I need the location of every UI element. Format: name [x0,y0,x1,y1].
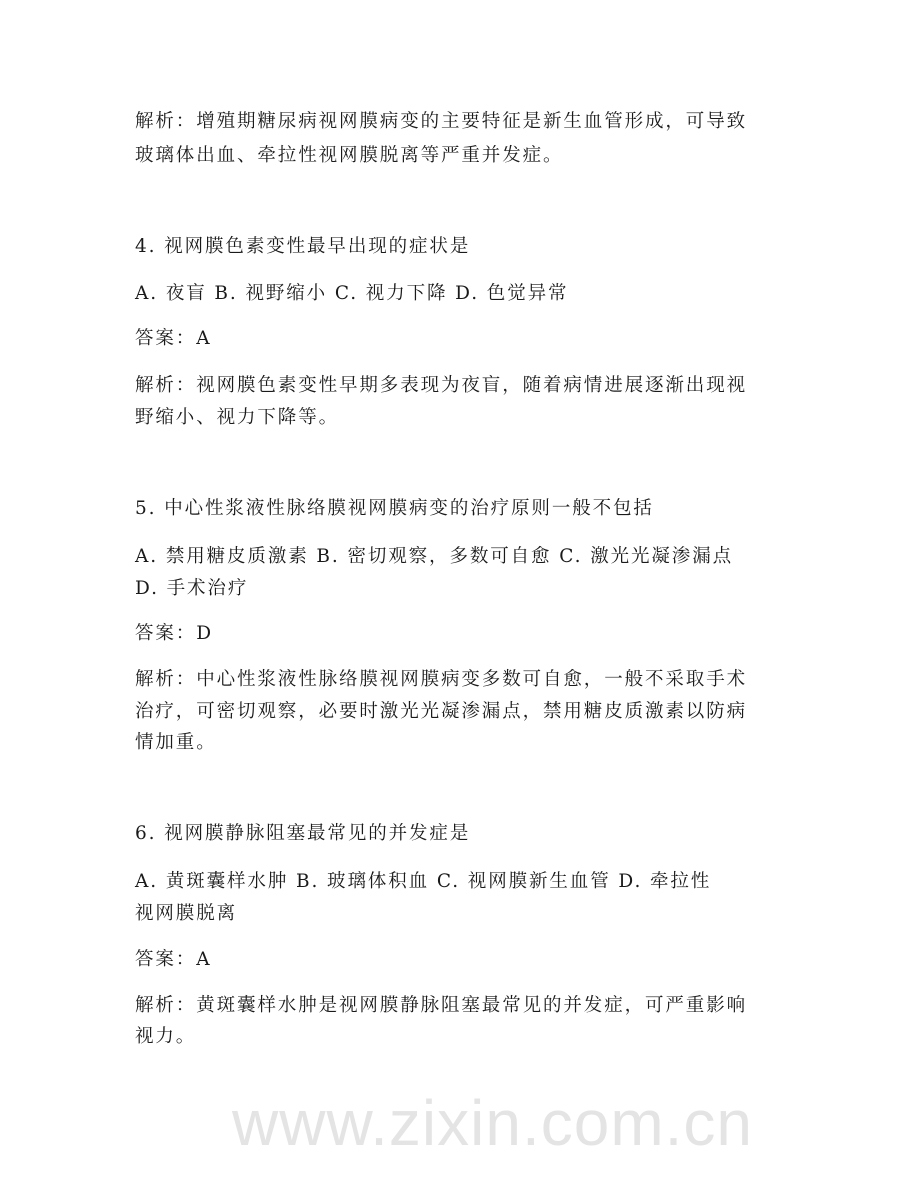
question-5-options-line-2: D. 手术治疗 [135,578,249,599]
explanation-5-line-3: 情加重。 [135,732,217,753]
question-5-answer: 答案：D [135,623,213,644]
explanation-3-line-2: 玻璃体出血、牵拉性视网膜脱离等严重并发症。 [135,145,564,166]
explanation-5-line-2: 治疗，可密切观察，必要时激光光凝渗漏点，禁用糖皮质激素以防病 [135,701,748,722]
question-4-options: A. 夜盲 B. 视野缩小 C. 视力下降 D. 色觉异常 [135,283,569,304]
explanation-6-line-2: 视力。 [135,1026,197,1047]
explanation-5-line-1: 解析：中心性浆液性脉络膜视网膜病变多数可自愈，一般不采取手术 [135,669,748,690]
question-6-options-line-2: 视网膜脱离 [135,903,238,924]
watermark: www.zixin.com.cn [232,1087,753,1159]
question-6-options-line-1: A. 黄斑囊样水肿 B. 玻璃体积血 C. 视网膜新生血管 D. 牵拉性 [135,871,712,892]
question-6-answer: 答案：A [135,949,212,970]
explanation-4-line-2: 野缩小、视力下降等。 [135,407,340,428]
question-5: 5. 中心性浆液性脉络膜视网膜病变的治疗原则一般不包括 [135,498,654,519]
explanation-3-line-1: 解析：增殖期糖尿病视网膜病变的主要特征是新生血管形成，可导致 [135,111,748,132]
question-4: 4. 视网膜色素变性最早出现的症状是 [135,236,471,257]
question-5-options-line-1: A. 禁用糖皮质激素 B. 密切观察，多数可自愈 C. 激光光凝渗漏点 [135,546,733,567]
explanation-4-line-1: 解析：视网膜色素变性早期多表现为夜盲，随着病情进展逐渐出现视 [135,375,748,396]
question-6: 6. 视网膜静脉阻塞最常见的并发症是 [135,823,471,844]
question-4-answer: 答案：A [135,328,212,349]
explanation-6-line-1: 解析：黄斑囊样水肿是视网膜静脉阻塞最常见的并发症，可严重影响 [135,995,748,1016]
